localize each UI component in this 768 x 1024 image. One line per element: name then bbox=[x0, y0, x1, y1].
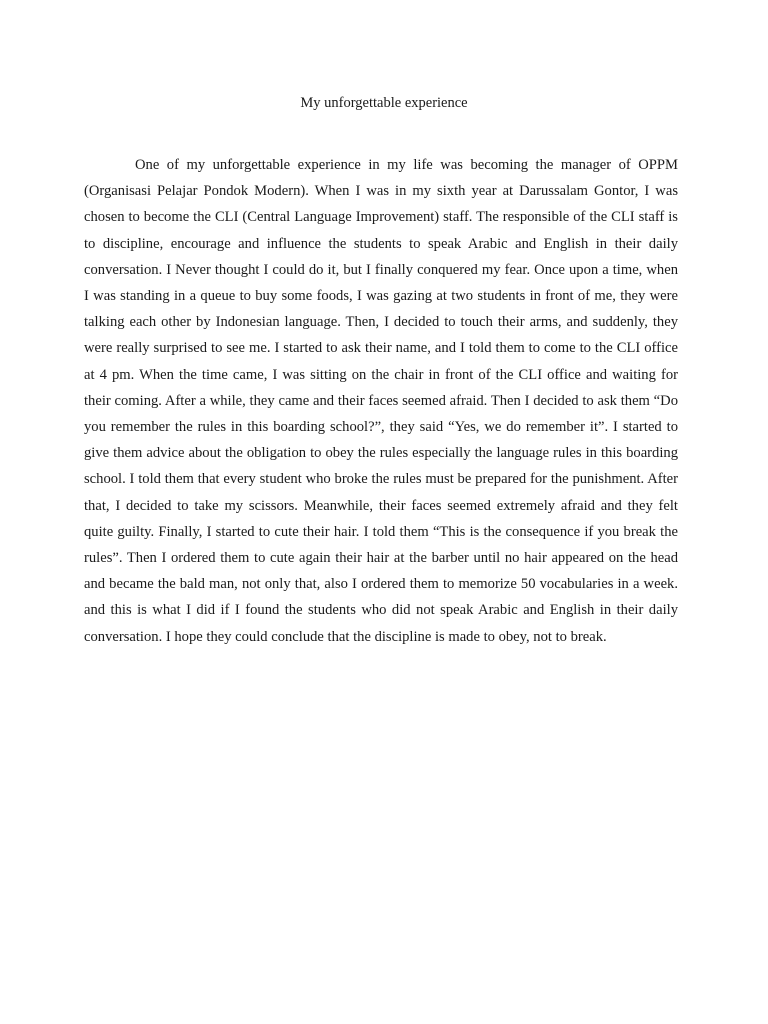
document-body-paragraph: One of my unforgettable experience in my life was becoming the manager of OPPM (Organisasi Pelajar Pondok Modern). When I was in my sixth year at Darussalam Gontor, I was chosen to become the CLI (Central Language Improvement) staff. The responsible of the CLI staff is to discipline, encourage and influence the students to speak Arabic and English in their daily conversation. I Never thought I could do it, but I finally conquered my fear. Once upon a time, when I was standing in a queue to buy some foods, I was gazing at two students in front of me, they were talking each other by Indonesian language. Then, I decided to touch their arms, and suddenly, they were really surprised to see me. I started to ask their name, and I told them to come to the CLI office at 4 pm. When the time came, I was sitting on the chair in front of the CLI office and waiting for their coming. After a while, they came and their faces seemed afraid. Then I decided to ask them “Do you remember the rules in this boarding school?”, they said “Yes, we do remember it”. I started to give them advice about the obligation to obey the rules especially the language rules in this boarding school. I told them that every student who broke the rules must be prepared for the punishment. After that, I decided to take my scissors. Meanwhile, their faces seemed extremely afraid and they felt quite guilty. Finally, I started to cute their hair. I told them “This is the consequence if you break the rules”. Then I ordered them to cute again their hair at the barber until no hair appeared on the head and became the bald man, not only that, also I ordered them to memorize 50 vocabularies in a week. and this is what I did if I found the students who did not speak Arabic and English in their daily conversation. I hope they could conclude that the discipline is made to obey, not to break. bbox=[84, 157, 678, 645]
document-title: My unforgettable experience bbox=[300, 95, 468, 111]
